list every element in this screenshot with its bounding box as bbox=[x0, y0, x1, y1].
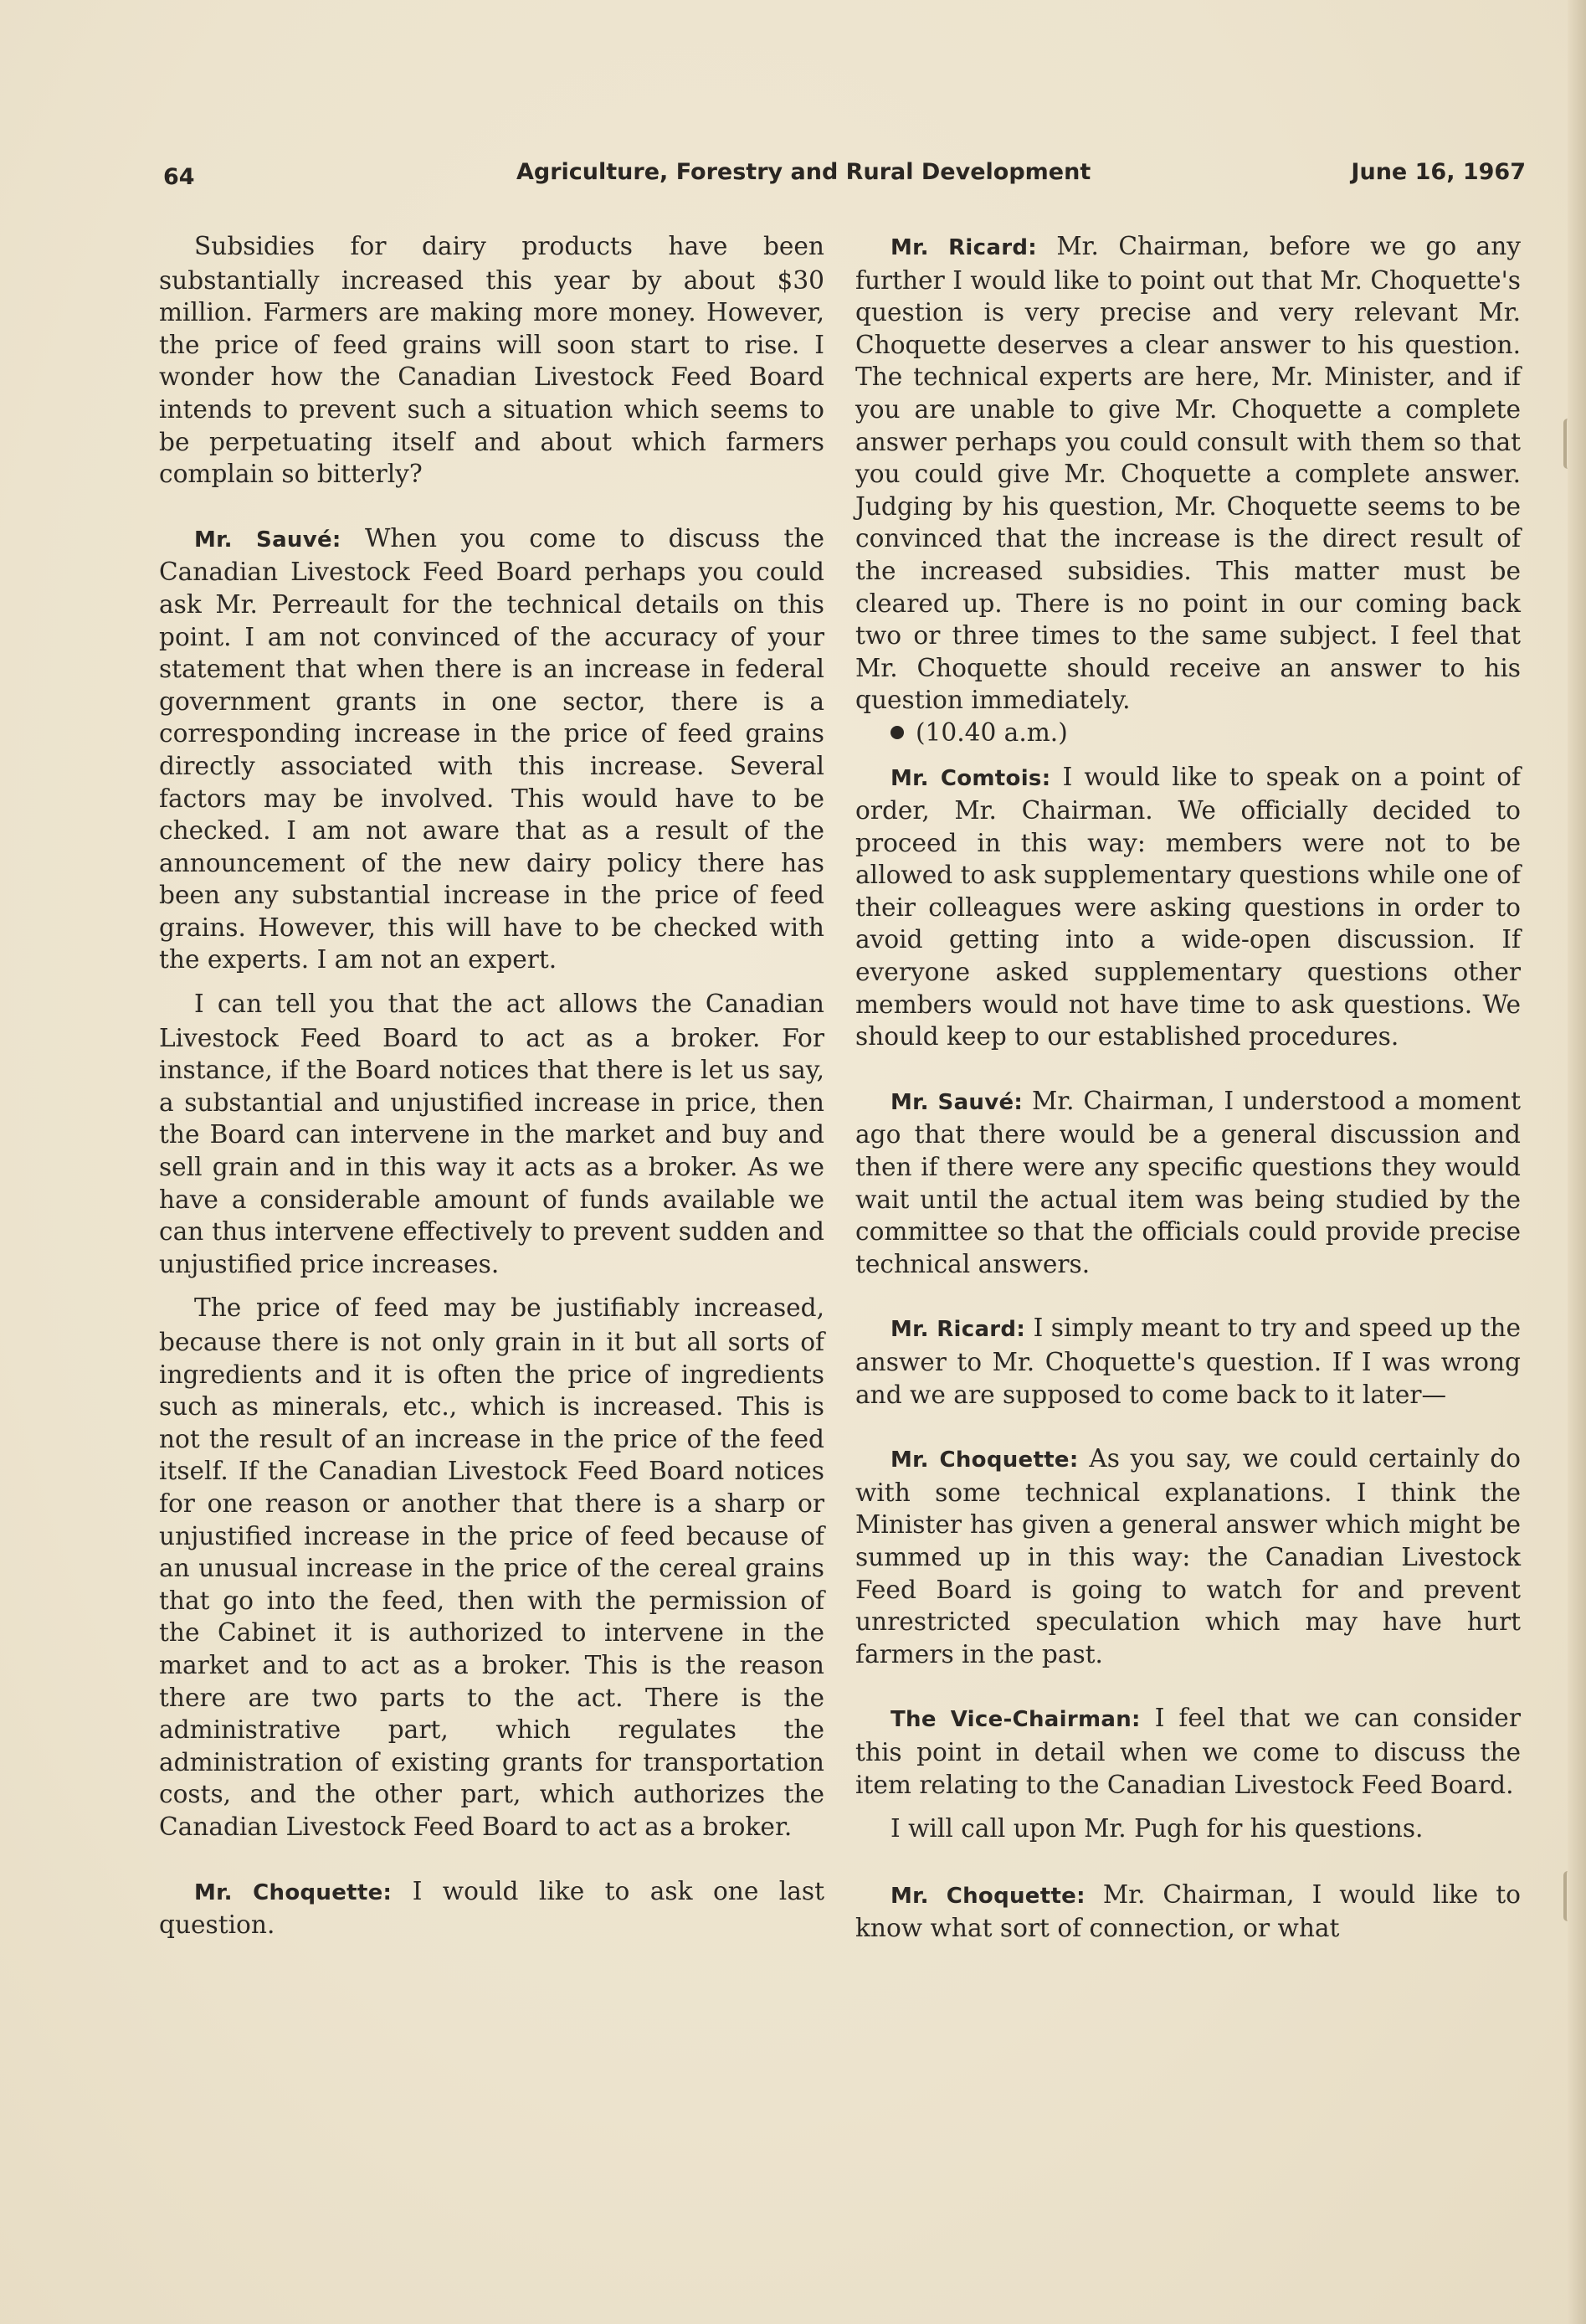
paragraph bbox=[855, 1879, 1521, 1945]
paragraph bbox=[855, 1812, 1521, 1847]
speaker-label: Mr. Choquette: bbox=[194, 1879, 393, 1905]
publication-date: June 16, 1967 bbox=[1351, 159, 1526, 185]
paragraph-text: When you come to discuss the Canadian Livestock Feed Board perhaps you could ask Mr. Perreault for the technical details on this point. I am not convinced of the accuracy of your statement that when there is an increase in federal government grants in one sector, there is a corresponding increase in the price of feed grains directly associated with this increase. Several factors may be involved. This would have to be checked. I am not aware that as a result of the announcement of the new dairy policy there has been any substantial increase in the price of feed grains. However, this will have to be checked with the experts. I am not an expert. bbox=[159, 523, 824, 974]
speaker-label: Mr. Choquette: bbox=[891, 1447, 1079, 1473]
running-header bbox=[163, 159, 1526, 199]
bullet-icon bbox=[891, 726, 904, 739]
paragraph bbox=[855, 1702, 1521, 1801]
speaker-label: Mr. Comtois: bbox=[891, 765, 1051, 791]
paragraph bbox=[159, 230, 824, 491]
paragraph bbox=[159, 988, 824, 1280]
paragraph-text: I would like to ask one last question. bbox=[159, 1876, 824, 1940]
speaker-label: Mr. Ricard: bbox=[891, 235, 1037, 260]
paragraph bbox=[855, 761, 1521, 1053]
right-column bbox=[855, 230, 1521, 1945]
speaker-label: Mr. Sauvé: bbox=[891, 1089, 1024, 1115]
speaker-label: Mr. Choquette: bbox=[891, 1883, 1086, 1909]
paragraph-text: I would like to speak on a point of order, Mr. Chairman. We officially decided to proceed in this way: members were not to be allowed to ask supplementary questions while one of their colleagues were asking questions in order to avoid getting into a wide-open discussion. If everyone asked supplementary questions other members would not have time to ask questions. We should keep to our established procedures. bbox=[855, 762, 1521, 1051]
speaker-label: The Vice-Chairman: bbox=[891, 1707, 1141, 1733]
paragraph bbox=[159, 1292, 824, 1843]
paragraph-text: I will call upon Mr. Pugh for his questions. bbox=[891, 1814, 1424, 1843]
paragraph-text: Subsidies for dairy products have been substantially increased this year by about $30 million. Farmers are making more money. However, the price of feed grains will soon start to rise. I wonder how the Canadian Livestock Feed Board intends to prevent such a situation which seems to be perpetuating itself and about which farmers complain so bitterly? bbox=[159, 232, 824, 489]
paragraph-text: As you say, we could certainly do with some technical explanations. I think the Minister has given a general answer which might be summed up in this way: the Canadian Livestock Feed Board is going to watch for and prevent unrestricted speculation which may have hurt farmers in the past. bbox=[855, 1444, 1521, 1668]
paragraph bbox=[855, 1312, 1521, 1411]
timestamp-text: (10.40 a.m.) bbox=[916, 717, 1068, 747]
speaker-label: Mr. Ricard: bbox=[891, 1317, 1026, 1343]
paragraph bbox=[855, 1442, 1521, 1670]
paragraph-text: The price of feed may be justifiably increased, because there is not only grain in it but all sorts of ingredients and it is often the price of ingredients such as minerals, etc., which is increased. This is not the result of an increase in the price of the feed itself. If the Canadian Livestock Feed Board notices for one reason or another that there is a sharp or unjustified increase in the price of feed because of an unusual increase in the price of the cereal grains that go into the feed, then with the permission of the Cabinet it is authorized to intervene in the market and to act as a broker. This is the reason there are two parts to the act. There is the administrative part, which regulates the administration of existing grants for transportation costs, and the other part, which authorizes the Canadian Livestock Feed Board to act as a broker. bbox=[159, 1293, 824, 1841]
paragraph bbox=[159, 1875, 824, 1941]
paragraph-text: I can tell you that the act allows the Canadian Livestock Feed Board to act as a broker. For instance, if the Board notices that there is let us say, a substantial and unjustified increase in price, then the Board can intervene in the market and buy and sell grain and in this way it acts as a broker. As we have a considerable amount of funds available we can thus intervene effectively to prevent sudden and unjustified price increases. bbox=[159, 990, 824, 1278]
timestamp bbox=[855, 717, 1521, 749]
speaker-label: Mr. Sauvé: bbox=[194, 527, 341, 553]
margin-mark bbox=[1563, 419, 1572, 469]
paragraph bbox=[855, 1085, 1521, 1281]
paragraph-text: Mr. Chairman, I would like to know what sort of connection, or what bbox=[855, 1879, 1521, 1943]
left-column bbox=[159, 230, 824, 1941]
paragraph-text: I feel that we can consider this point in detail when we come to discuss the item relating to the Canadian Livestock Feed Board. bbox=[855, 1704, 1521, 1799]
publication-title: Agriculture, Forestry and Rural Development bbox=[516, 159, 1091, 185]
paragraph-text: Mr. Chairman, I understood a moment ago that there would be a general discussion and then if there were any specific questions they would wait until the actual item was being studied by the committee so that the officials could provide precise technical answers. bbox=[855, 1086, 1521, 1278]
paragraph bbox=[855, 230, 1521, 717]
margin-mark bbox=[1563, 1871, 1572, 1921]
page-number: 64 bbox=[163, 164, 195, 190]
paragraph-text: I simply meant to try and speed up the answer to Mr. Choquette's question. If I was wrong and we are supposed to come back to it later— bbox=[855, 1314, 1521, 1409]
paragraph bbox=[159, 522, 824, 976]
paragraph-text: Mr. Chairman, before we go any further I would like to point out that Mr. Choquette's question is very precise and very relevant Mr. Choquette deserves a clear answer to his question. The technical experts are here, Mr. Minister, and if you are unable to give Mr. Choquette a complete answer perhaps you could consult with them so that you could give Mr. Choquette a complete answer. Judging by his question, Mr. Choquette seems to be convinced that the increase is the direct result of the increased subsidies. This matter must be cleared up. There is no point in our coming back two or three times to the same subject. I feel that Mr. Choquette should receive an answer to his question immediately. bbox=[855, 232, 1521, 715]
page-binding-edge bbox=[1568, 0, 1586, 2324]
